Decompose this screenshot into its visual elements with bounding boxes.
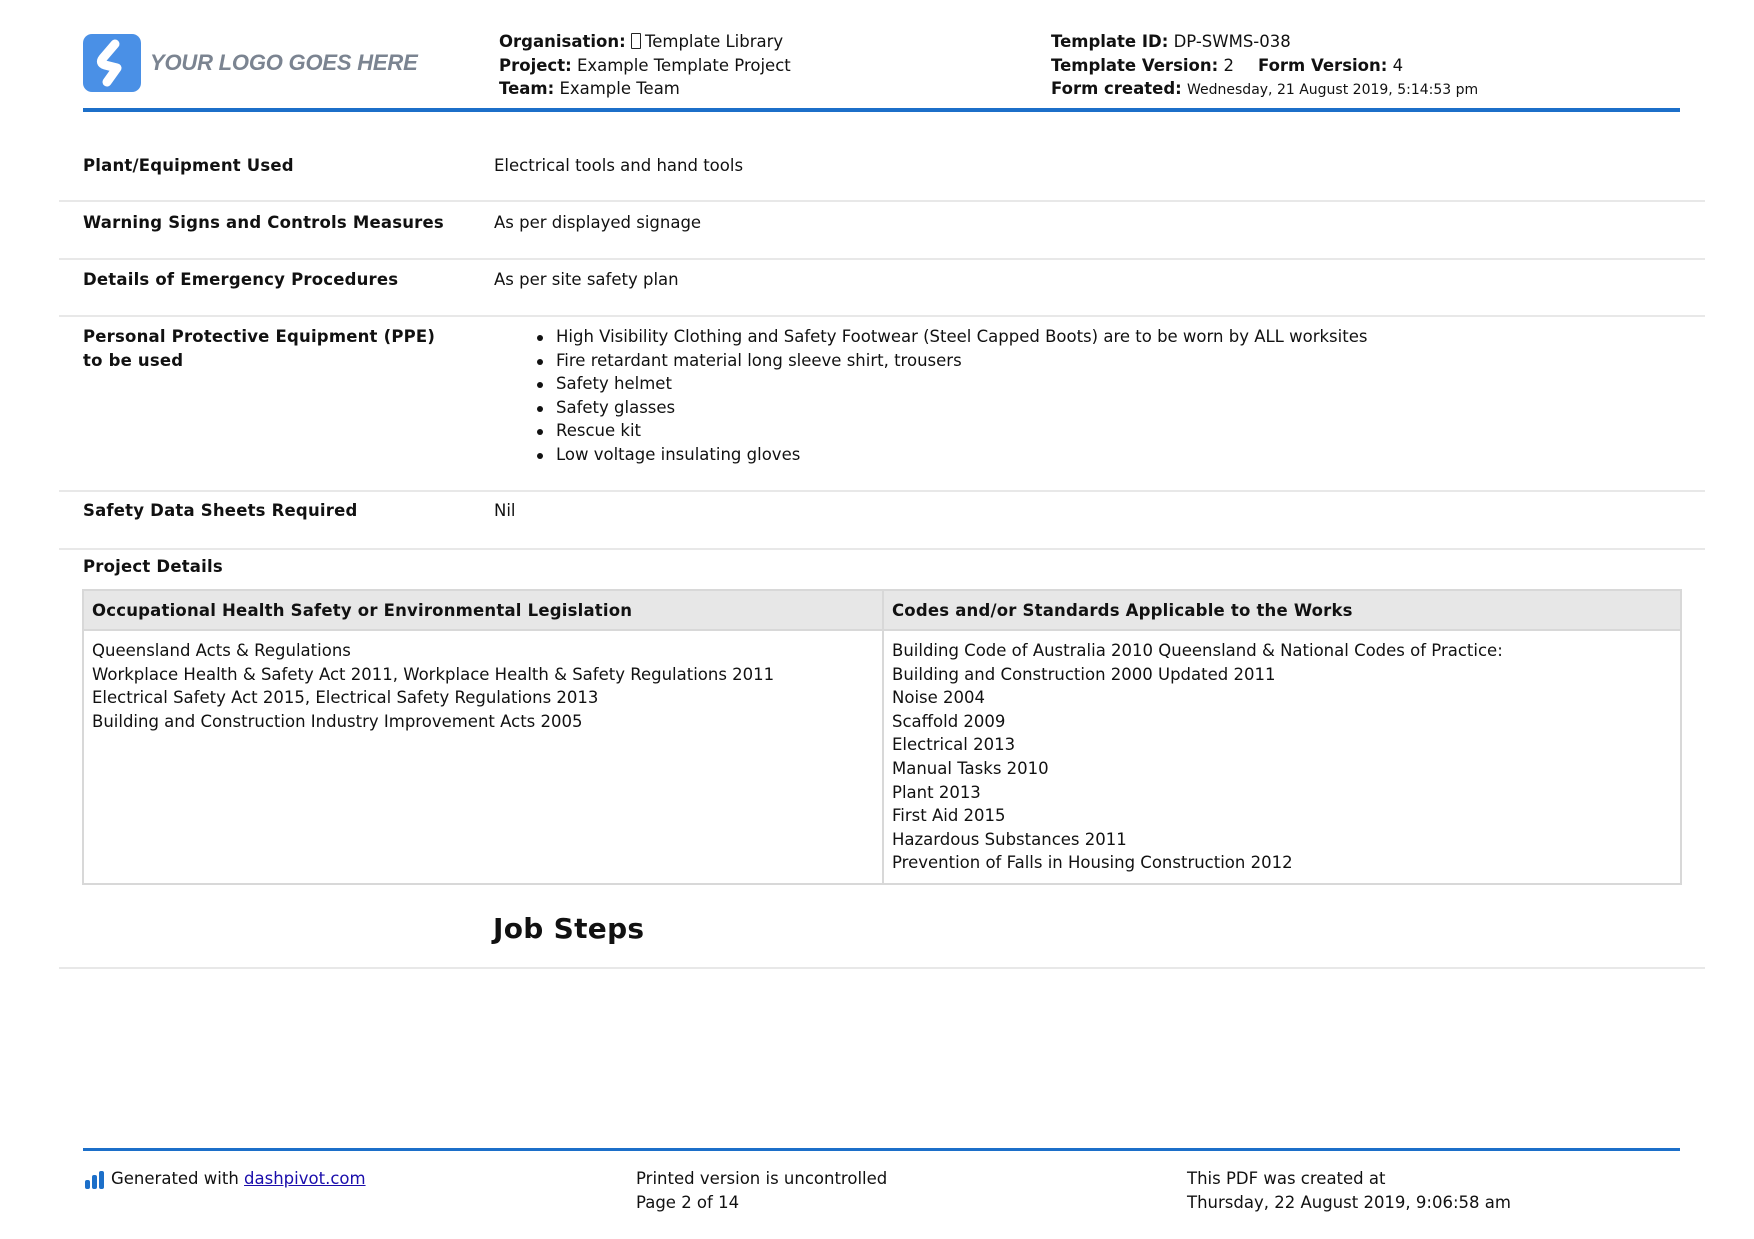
table-row bbox=[83, 630, 1681, 884]
footer-generated bbox=[85, 1167, 366, 1191]
code-line: Electrical 2013 bbox=[892, 735, 1016, 755]
field-value: Nil bbox=[494, 501, 516, 520]
list-item: Low voltage insulating gloves bbox=[494, 443, 1367, 467]
dashpivot-link[interactable]: dashpivot.com bbox=[244, 1169, 366, 1188]
field-row-warning bbox=[59, 202, 1705, 260]
field-label: Plant/Equipment Used bbox=[83, 156, 294, 175]
pdf-created-value: Thursday, 22 August 2019, 9:06:58 am bbox=[1187, 1192, 1511, 1212]
uncontrolled-notice: Printed version is uncontrolled bbox=[636, 1169, 888, 1188]
field-label: Safety Data Sheets Required bbox=[83, 501, 358, 520]
logo-icon bbox=[83, 34, 141, 92]
footer-center bbox=[636, 1167, 887, 1214]
project-label: Project: bbox=[499, 55, 572, 75]
ppe-list bbox=[494, 325, 1367, 466]
code-line: Building Code of Australia 2010 Queensland & National Codes of Practice: bbox=[892, 641, 1503, 660]
field-label: Details of Emergency Procedures bbox=[83, 270, 399, 289]
template-version-label: Template Version: bbox=[1051, 55, 1219, 75]
list-item: Safety helmet bbox=[494, 372, 1367, 396]
list-item: Rescue kit bbox=[494, 419, 1367, 443]
legislation-line: Queensland Acts & Regulations bbox=[92, 641, 351, 660]
field-row-ppe bbox=[59, 317, 1705, 492]
logo-text: YOUR LOGO GOES HERE bbox=[150, 50, 418, 75]
legislation-line: Workplace Health & Safety Act 2011, Workplace Health & Safety Regulations 2011 bbox=[92, 664, 775, 684]
organisation-icon bbox=[631, 33, 641, 49]
template-version-value: 2 bbox=[1223, 55, 1234, 75]
organisation-value: Template Library bbox=[644, 32, 784, 51]
list-item: High Visibility Clothing and Safety Footwear (Steel Capped Boots) are to be worn by ALL worksites bbox=[494, 325, 1367, 349]
field-row-emergency bbox=[59, 260, 1705, 317]
field-label: Warning Signs and Controls Measures bbox=[83, 213, 444, 232]
pdf-created-label: This PDF was created at bbox=[1187, 1169, 1386, 1188]
column-header-legislation: Occupational Health Safety or Environmental Legislation bbox=[83, 590, 883, 630]
code-line: Scaffold 2009 bbox=[892, 711, 1006, 731]
project-value: Example Template Project bbox=[576, 55, 791, 75]
logo bbox=[83, 34, 418, 92]
code-line: First Aid 2015 bbox=[892, 806, 1006, 826]
column-header-codes: Codes and/or Standards Applicable to the Works bbox=[883, 590, 1681, 630]
team-value: Example Team bbox=[559, 79, 680, 98]
ppe-label-line1: Personal Protective Equipment (PPE) bbox=[83, 327, 436, 346]
list-item: Safety glasses bbox=[494, 396, 1367, 420]
team-label: Team: bbox=[499, 79, 555, 98]
code-line: Building and Construction 2000 Updated 2011 bbox=[892, 664, 1276, 684]
organisation-label: Organisation: bbox=[499, 32, 626, 51]
dashpivot-bars-icon bbox=[85, 1171, 104, 1189]
project-line bbox=[499, 54, 791, 78]
field-row-plant bbox=[59, 152, 1705, 202]
field-value: Electrical tools and hand tools bbox=[494, 156, 744, 175]
code-line: Noise 2004 bbox=[892, 688, 986, 708]
table-header-row bbox=[83, 590, 1681, 630]
generated-prefix: Generated with bbox=[111, 1169, 239, 1188]
template-id-value: DP-SWMS-038 bbox=[1173, 32, 1291, 51]
divider bbox=[59, 967, 1705, 969]
code-line: Hazardous Substances 2011 bbox=[892, 829, 1127, 849]
field-value: As per displayed signage bbox=[494, 213, 702, 232]
header-meta-left bbox=[499, 30, 791, 101]
job-steps-heading: Job Steps bbox=[493, 912, 645, 945]
form-version-value: 4 bbox=[1392, 55, 1404, 75]
code-line: Plant 2013 bbox=[892, 782, 981, 802]
form-version-label: Form Version: bbox=[1257, 55, 1388, 75]
codes-cell bbox=[883, 630, 1681, 884]
page-number: Page 2 of 14 bbox=[636, 1192, 740, 1212]
field-label bbox=[83, 325, 435, 372]
header-meta-right bbox=[1051, 30, 1478, 103]
code-line: Prevention of Falls in Housing Construction 2012 bbox=[892, 853, 1293, 873]
ppe-list-wrapper bbox=[494, 325, 1367, 466]
footer-right bbox=[1187, 1167, 1511, 1214]
legislation-cell bbox=[83, 630, 883, 884]
field-value: As per site safety plan bbox=[494, 270, 679, 289]
template-id-label: Template ID: bbox=[1051, 32, 1169, 51]
legislation-line: Building and Construction Industry Improvement Acts 2005 bbox=[92, 711, 583, 731]
legislation-line: Electrical Safety Act 2015, Electrical Safety Regulations 2013 bbox=[92, 688, 599, 708]
organisation-line bbox=[499, 30, 791, 54]
team-line bbox=[499, 77, 791, 101]
code-line: Manual Tasks 2010 bbox=[892, 758, 1049, 778]
form-created-label: Form created: bbox=[1051, 79, 1182, 98]
field-row-sds bbox=[59, 492, 1705, 550]
page-header bbox=[83, 30, 1680, 112]
project-details-table bbox=[82, 589, 1682, 885]
template-id-line bbox=[1051, 30, 1478, 54]
project-details-title: Project Details bbox=[83, 557, 223, 576]
list-item: Fire retardant material long sleeve shirt, trousers bbox=[494, 349, 1367, 373]
form-created-line bbox=[1051, 77, 1478, 103]
ppe-label-line2: to be used bbox=[83, 350, 184, 370]
form-created-value: Wednesday, 21 August 2019, 5:14:53 pm bbox=[1187, 82, 1479, 98]
page-footer bbox=[83, 1148, 1680, 1212]
version-line bbox=[1051, 54, 1478, 78]
